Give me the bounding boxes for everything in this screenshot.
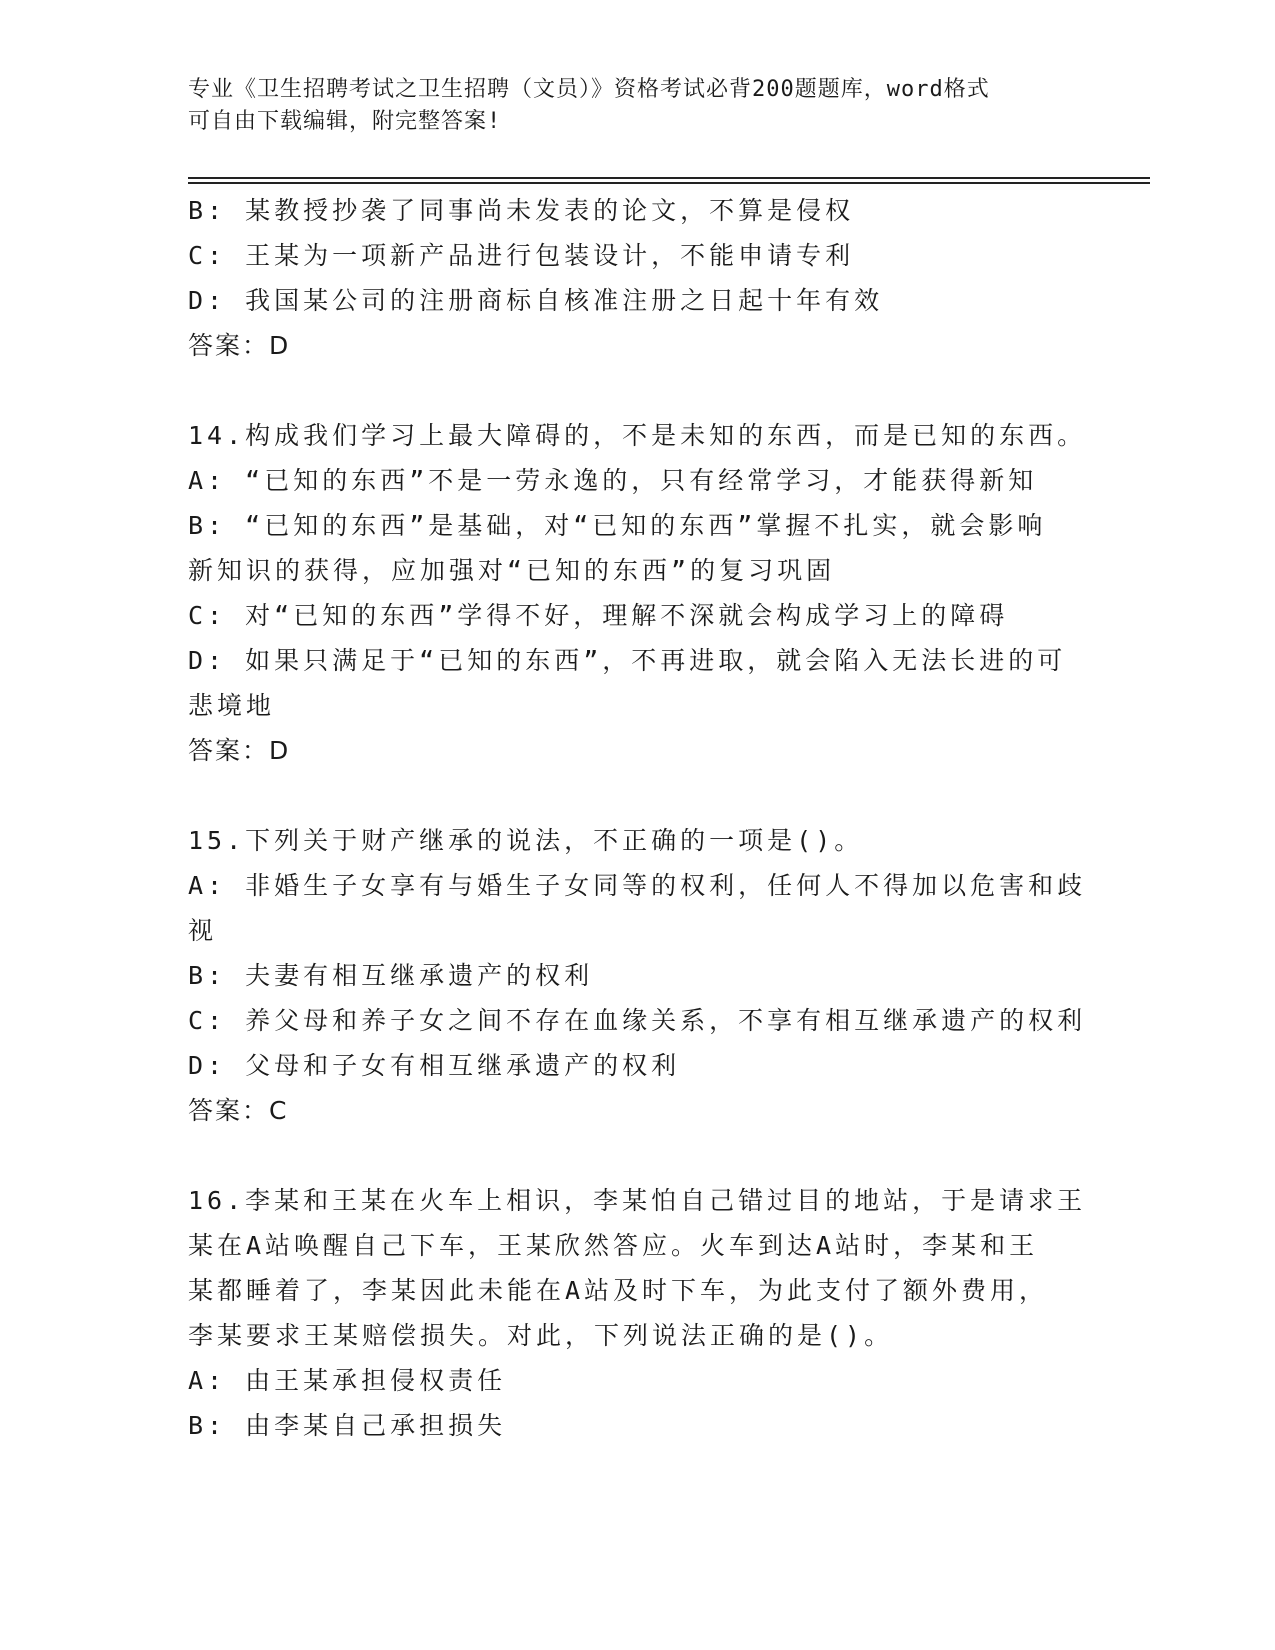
question-stem-continued: 某都睡着了，李某因此未能在A站及时下车，为此支付了额外费用， — [188, 1276, 1049, 1305]
question-stem-continued: 某在A站唤醒自己下车，王某欣然答应。火车到达A站时，李某和王 — [188, 1231, 1039, 1260]
option-b: B: 由李某自己承担损失 — [188, 1411, 507, 1440]
header-divider-bottom — [188, 182, 1150, 184]
answer-label: 答案：D — [188, 736, 291, 765]
spacer — [188, 1133, 1088, 1178]
option-d-continued: 悲境地 — [188, 691, 276, 720]
answer-label: 答案：D — [188, 331, 291, 360]
question-16 — [188, 1178, 1088, 1448]
header-title-line-1: 专业《卫生招聘考试之卫生招聘（文员）》资格考试必背200题题库，word格式 — [188, 77, 990, 102]
option-a: A: 非婚生子女享有与婚生子女同等的权利，任何人不得加以危害和歧 — [188, 871, 1087, 900]
header-title-line-2: 可自由下载编辑，附完整答案! — [188, 109, 502, 134]
question-stem: 14.构成我们学习上最大障碍的，不是未知的东西，而是已知的东西。 — [188, 421, 1087, 450]
option-d: D: 如果只满足于“已知的东西”，不再进取，就会陷入无法长进的可 — [188, 646, 1067, 675]
question-14 — [188, 413, 1088, 773]
spacer — [188, 773, 1088, 818]
answer-label: 答案：C — [188, 1096, 289, 1125]
option-a: A: 由王某承担侵权责任 — [188, 1366, 507, 1395]
document-header — [188, 74, 1088, 138]
option-b: B: 夫妻有相互继承遗产的权利 — [188, 961, 594, 990]
question-content — [188, 188, 1088, 1448]
question-15 — [188, 818, 1088, 1133]
option-c: C: 养父母和养子女之间不存在血缘关系，不享有相互继承遗产的权利 — [188, 1006, 1087, 1035]
option-b: B: “已知的东西”是基础，对“已知的东西”掌握不扎实，就会影响 — [188, 511, 1047, 540]
option-c: C: 王某为一项新产品进行包装设计，不能申请专利 — [188, 241, 855, 270]
question-stem: 15.下列关于财产继承的说法，不正确的一项是()。 — [188, 826, 864, 855]
option-a-continued: 视 — [188, 916, 218, 945]
question-13-tail — [188, 188, 1088, 368]
question-stem: 16.李某和王某在火车上相识，李某怕自己错过目的地站，于是请求王 — [188, 1186, 1087, 1215]
option-a: A: “已知的东西”不是一劳永逸的，只有经常学习，才能获得新知 — [188, 466, 1038, 495]
question-stem-continued: 李某要求王某赔偿损失。对此，下列说法正确的是()。 — [188, 1321, 894, 1350]
option-b-continued: 新知识的获得，应加强对“已知的东西”的复习巩固 — [188, 556, 836, 585]
header-divider-top — [188, 177, 1150, 179]
option-b: B: 某教授抄袭了同事尚未发表的论文，不算是侵权 — [188, 196, 855, 225]
option-d: D: 父母和子女有相互继承遗产的权利 — [188, 1051, 681, 1080]
option-d: D: 我国某公司的注册商标自核准注册之日起十年有效 — [188, 286, 884, 315]
option-c: C: 对“已知的东西”学得不好，理解不深就会构成学习上的障碍 — [188, 601, 1009, 630]
spacer — [188, 368, 1088, 413]
